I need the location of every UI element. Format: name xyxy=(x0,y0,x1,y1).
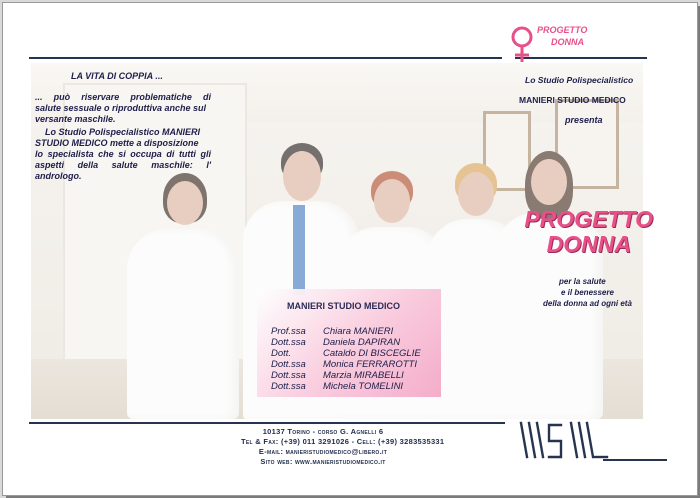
left-heading: LA VITA DI COPPIA ... xyxy=(71,71,163,81)
tagline-3: della donna ad ogni età xyxy=(543,299,632,308)
bottom-rule xyxy=(29,422,505,424)
brand-line2: DONNA xyxy=(551,37,584,47)
staff-role: Dott.ssa xyxy=(271,337,306,348)
staff-name: Cataldo DI BISCEGLIE xyxy=(323,348,421,359)
staff-role: Dott.ssa xyxy=(271,370,306,381)
tagline-1: per la salute xyxy=(559,277,606,286)
staff-name: Marzia MIRABELLI xyxy=(323,370,404,381)
staff-title: MANIERI STUDIO MEDICO xyxy=(287,301,401,311)
footer-phone: Tel & Fax: (+39) 011 3291026 - Cell: (+39) 3283535331 xyxy=(241,437,445,446)
staff-role: Dott.ssa xyxy=(271,359,306,370)
tagline-2: e il benessere xyxy=(561,288,614,297)
staff-role: Dott. xyxy=(271,348,292,359)
project-title-line2: DONNA xyxy=(546,231,631,257)
female-symbol-icon xyxy=(508,25,536,65)
right-line3: presenta xyxy=(565,115,603,125)
staff-name: Michela TOMELINI xyxy=(323,381,404,392)
flyer-page: PROGETTO DONNA LA VITA DI COPPIA ... ... può riservare problematiche di salute sessuale o riproduttiva anche sul versante maschile. Lo Studio Polispecialistico MANIERI STUDIO MEDICO mette a disposizione lo specialista che si occupa di tutti gli aspetti della salute maschile: l' andrologo. Lo Studio Polispecialistico MANIERI STUDIO MEDICO presenta PROGETTO DONNA per la salute e il benessere della donna ad ogni età MANIERI STUDIO MEDICO Prof.ssa Chiara MANIERI Dott.ssa Daniela DAPIRAN Dott. Cataldo DI BISCEGLIE Dott.ssa Monica FERRAROTTI Dott.ssa Marzia MIRABELLI Dott.ssa Michela TOMELINI 10137 Torino - corso G. Agnelli 6 Tel & Fax: (+39) 011 3291026 - Cell: (+39) 3283535331 E-mail: manieristudiomedico@libero.it Sito web: www.manieristudiomedico.it xyxy=(2,2,698,496)
footer-web: Sito web: www.manieristudiomedico.it xyxy=(260,457,386,466)
brand-line1: PROGETTO xyxy=(537,25,588,35)
top-rule xyxy=(29,57,502,59)
staff-name: Daniela DAPIRAN xyxy=(323,337,401,348)
staff-role: Dott.ssa xyxy=(271,381,306,392)
bottom-rule-right xyxy=(603,459,667,461)
staff-name: Chiara MANIERI xyxy=(323,326,394,337)
staff-role: Prof.ssa xyxy=(271,326,306,337)
project-title-line1: PROGETTO xyxy=(524,206,653,232)
footer-email: E-mail: manieristudiomedico@libero.it xyxy=(258,447,388,456)
right-line2: MANIERI STUDIO MEDICO xyxy=(519,95,626,105)
right-line1: Lo Studio Polispecialistico xyxy=(525,75,634,85)
staff-name: Monica FERRAROTTI xyxy=(323,359,417,370)
footer-address: 10137 Torino - corso G. Agnelli 6 xyxy=(262,427,384,436)
msm-logo-icon xyxy=(517,417,609,463)
